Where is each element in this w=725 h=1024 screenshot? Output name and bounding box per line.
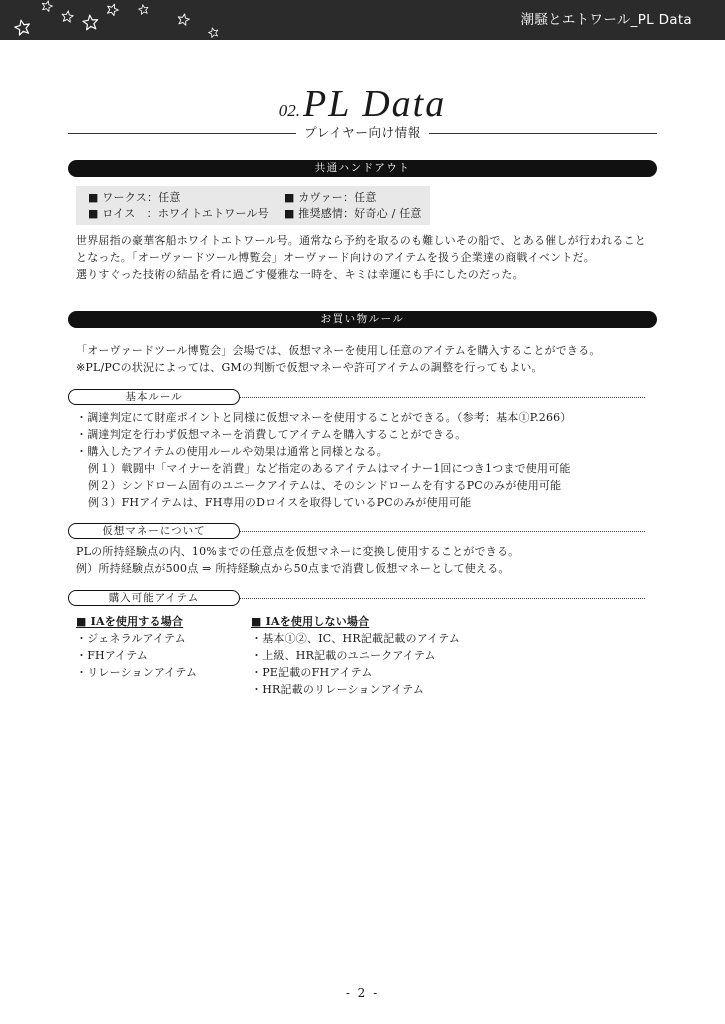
purchasable-without-ia (251, 613, 651, 698)
page-subtitle-row (68, 125, 657, 141)
star-icon (12, 17, 32, 37)
rule-example: 例２）シンドローム固有のユニークアイテムは、そのシンドロームを有するPCのみが使用可能 (88, 479, 562, 492)
handout-field-works: ■ ワークス：任意 (88, 191, 181, 204)
list-item: ・PE記載のFHアイテム (251, 666, 373, 679)
basic-rules-list (76, 409, 656, 511)
page-subtitle: プレイヤー向け情報 (304, 125, 421, 140)
subsection-purchasable (68, 590, 645, 606)
rule-item: ・調達判定にて財産ポイントと同様に仮想マネーを使用することができる。（参考：基本①P.266） (76, 411, 572, 424)
rule-item: ・調達判定を行わず仮想マネーを消費してアイテムを購入することができる。 (76, 428, 467, 441)
shopping-intro (76, 342, 656, 376)
purchasable-without-ia-heading: ■ IAを使用しない場合 (251, 615, 370, 628)
handout-field-lois: ■ ロイス ：ホワイトエトワール号 (88, 207, 269, 220)
dotted-divider (240, 531, 645, 532)
list-item: ・FHアイテム (76, 649, 149, 662)
page-title-text: PL Data (303, 83, 447, 125)
header-title: 潮騒とエトワール_PL Data (520, 12, 692, 28)
subsection-heading-purchasable: 購入可能アイテム (68, 590, 240, 606)
subsection-heading-virtual-money: 仮想マネーについて (68, 523, 240, 539)
dotted-divider (240, 397, 645, 398)
star-icon (104, 1, 121, 18)
virtual-money-text (76, 543, 656, 577)
rule-example: 例１）戦闘中「マイナーを消費」など指定のあるアイテムはマイナー1回につき1つまで使用可能 (88, 462, 571, 475)
body-line: 世界屈指の豪華客船ホワイトエトワール号。通常なら予約を取るのも難しいその船で、とある催しが行われること (76, 234, 646, 247)
star-icon (81, 13, 100, 32)
page-header (0, 0, 725, 40)
handout-fields-box (76, 186, 430, 225)
body-line: PLの所持経験点の内、10%までの任意点を仮想マネーに変換し使用することができる。 (76, 545, 520, 558)
rule-item: ・購入したアイテムの使用ルールや効果は通常と同様となる。 (76, 445, 388, 458)
purchasable-with-ia-heading: ■ IAを使用する場合 (76, 615, 184, 628)
page-number: - 2 - (345, 986, 380, 1000)
star-icon (137, 3, 150, 16)
subtitle-rule-left (68, 133, 296, 134)
subsection-basic-rules (68, 389, 645, 405)
star-icon (207, 26, 220, 39)
handout-field-emotion: ■ 推奨感情：好奇心 / 任意 (284, 207, 422, 220)
section-heading-handout: 共通ハンドアウト (68, 160, 657, 177)
list-item: ・ジェネラルアイテム (76, 632, 186, 645)
list-item: ・リレーションアイテム (76, 666, 198, 679)
dotted-divider (240, 598, 645, 599)
body-line: 選りすぐった技術の結晶を肴に過ごす優雅な一時を、キミは幸運にも手にしたのだった。 (76, 268, 524, 281)
subsection-heading-basic-rules: 基本ルール (68, 389, 240, 405)
body-line: ※PL/PCの状況によっては、GMの判断で仮想マネーや許可アイテムの調整を行ってもよい。 (76, 361, 543, 374)
page-title (0, 82, 725, 126)
page-title-number: 02. (278, 101, 301, 120)
handout-field-cover: ■ カヴァー：任意 (284, 191, 377, 204)
rule-example: 例３）FHアイテムは、FH専用のDロイスを取得しているPCのみが使用可能 (88, 496, 472, 509)
handout-body (76, 232, 656, 283)
section-heading-shopping: お買い物ルール (68, 311, 657, 328)
list-item: ・HR記載のリレーションアイテム (251, 683, 425, 696)
body-line: となった。「オーヴァードツール博覧会」オーヴァード向けのアイテムを扱う企業達の商戦イベントだ。 (76, 251, 595, 264)
star-icon (176, 12, 191, 27)
purchasable-with-ia (76, 613, 251, 681)
star-icon (60, 9, 75, 24)
star-icon (40, 0, 55, 13)
body-line: 例）所持経験点が500点 ⇒ 所持経験点から50点まで消費し仮想マネーとして使える。 (76, 562, 510, 575)
list-item: ・上級、HR記載のユニークアイテム (251, 649, 436, 662)
subtitle-rule-right (429, 133, 657, 134)
list-item: ・基本①②、IC、HR記載記載のアイテム (251, 632, 461, 645)
subsection-virtual-money (68, 523, 645, 539)
body-line: 「オーヴァードツール博覧会」会場では、仮想マネーを使用し任意のアイテムを購入することができる。 (76, 344, 601, 357)
